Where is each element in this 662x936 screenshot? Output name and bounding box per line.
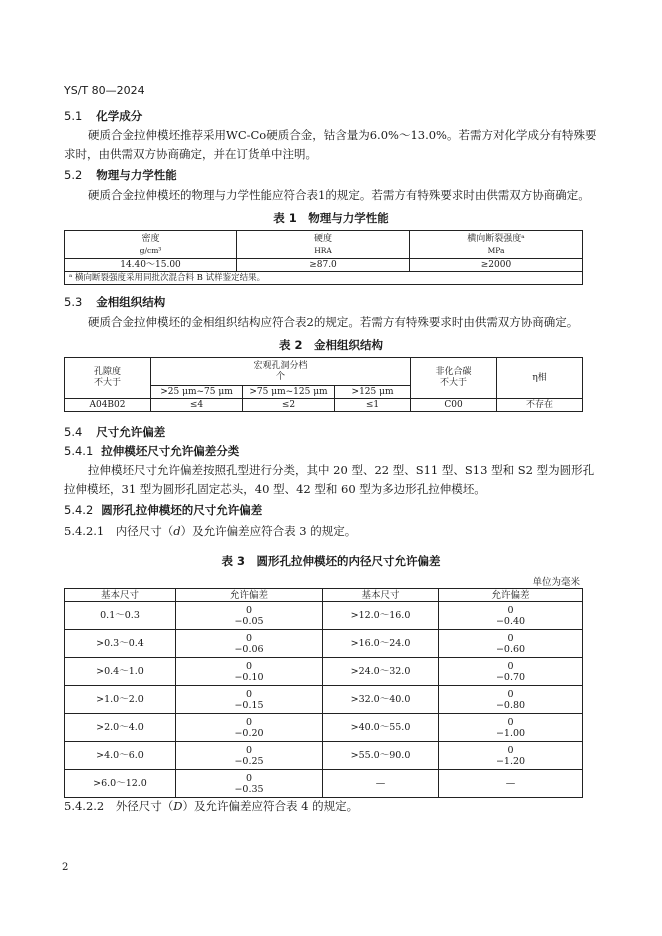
table-cell [176, 714, 323, 742]
table-cell: >1.0～2.0 [65, 686, 176, 714]
table-header-cell: 允许偏差 [439, 589, 583, 602]
table-1 [64, 230, 583, 285]
table-cell [176, 602, 323, 630]
upper-deviation: 0 [507, 632, 514, 644]
table-header-cell [237, 231, 410, 259]
table-cell [176, 742, 323, 770]
section-5-4-2-2-text [64, 797, 358, 816]
unit-note: 单位为毫米 [532, 577, 580, 588]
table-cell: >0.4～1.0 [65, 658, 176, 686]
table-cell: >12.0～16.0 [323, 602, 439, 630]
table-row [65, 602, 583, 630]
table-cell [439, 714, 583, 742]
lower-deviation: −0.06 [234, 643, 264, 655]
section-title: 物理与力学性能 [96, 168, 177, 182]
table-3 [64, 588, 583, 798]
header-unit: MPa [487, 245, 505, 255]
symbol: D [173, 799, 183, 813]
section-5-4-2-heading [64, 502, 262, 518]
table-1-caption: 表 1 物理与力学性能 [273, 211, 389, 225]
lower-deviation: −0.40 [495, 615, 526, 627]
table-3-header-row [65, 589, 583, 602]
table-header-cell: η相 [497, 358, 583, 399]
section-5-4-heading [64, 424, 165, 440]
header-name: 硬度 [313, 233, 332, 244]
symbol: d [173, 524, 181, 538]
section-5-3-text: 硬质合金拉伸模坯的金相组织结构应符合表2的规定。若需方有特殊要求时由供需双方协商确定。 [88, 315, 579, 329]
section-number: 5.1 [64, 109, 83, 123]
upper-deviation: 0 [507, 716, 514, 728]
clause-text: 内径尺寸（ [115, 524, 174, 538]
section-5-4-1-heading [64, 443, 239, 459]
table-header-cell [151, 358, 411, 386]
table-cell: — [323, 770, 439, 798]
clause-text: ）及允许偏差应符合表 3 的规定。 [180, 524, 357, 538]
table-header-cell: 基本尺寸 [323, 589, 439, 602]
lower-deviation: −0.70 [495, 671, 526, 683]
table-row [65, 714, 583, 742]
table-row [65, 630, 583, 658]
table-header-cell: 基本尺寸 [65, 589, 176, 602]
table-header-cell: >25 μm~75 μm [151, 386, 243, 399]
standard-number: YS/T 80—2024 [64, 84, 145, 97]
header-line: 非化合碳 [435, 367, 472, 377]
table-1-header-row [65, 231, 583, 259]
upper-deviation: 0 [507, 660, 514, 672]
upper-deviation: 0 [245, 772, 253, 784]
header-name: 密度 [141, 233, 160, 244]
table-cell: — [439, 770, 583, 798]
table-cell: >24.0～32.0 [323, 658, 439, 686]
table-footnote: ᵃ 横向断裂强度采用同批次混合料 B 试样鉴定结果。 [65, 272, 583, 285]
section-5-4-1-text: 拉伸模坯尺寸允许偏差按照孔型进行分类，其中 20 型、22 型、S11 型、S13 型和 S2 型为圆形孔拉伸模坯，31 型为圆形孔固定芯头，40 型、42 型和 60 型为多边形孔拉伸模坯。 [64, 463, 595, 496]
table-cell [439, 602, 583, 630]
table-cell [176, 686, 323, 714]
table-row [65, 658, 583, 686]
header-line: 个 [276, 371, 286, 382]
header-line: 孔隙度 [93, 367, 121, 377]
table-cell [439, 658, 583, 686]
upper-deviation: 0 [507, 744, 514, 756]
lower-deviation: −1.00 [495, 727, 526, 739]
table-cell: ≥87.0 [237, 259, 410, 272]
section-5-1-heading [64, 108, 142, 124]
table-3-caption: 表 3 圆形孔拉伸模坯的内径尺寸允许偏差 [221, 554, 441, 568]
table-2-caption: 表 2 金相组织结构 [278, 338, 383, 352]
table-cell: >40.0～55.0 [323, 714, 439, 742]
table-row [65, 399, 583, 412]
section-5-2-text: 硬质合金拉伸模坯的物理与力学性能应符合表1的规定。若需方有特殊要求时由供需双方协商确定。 [88, 188, 590, 202]
section-title: 尺寸允许偏差 [96, 425, 166, 439]
table-cell: C00 [411, 399, 497, 412]
section-5-3-heading [64, 294, 165, 310]
table-2-header-row [65, 358, 583, 386]
table-cell [439, 630, 583, 658]
page-number: 2 [62, 862, 69, 873]
table-cell: 0.1～0.3 [65, 602, 176, 630]
table-header-cell: >125 μm [335, 386, 411, 399]
header-line: 不大于 [440, 378, 468, 388]
lower-deviation: −0.35 [234, 783, 264, 795]
lower-deviation: −0.60 [495, 643, 526, 655]
table-cell: >2.0～4.0 [65, 714, 176, 742]
header-unit: g/cm³ [139, 245, 162, 255]
clause-text: 外径尺寸（ [115, 799, 174, 813]
section-number: 5.4.1 [64, 444, 94, 458]
upper-deviation: 0 [245, 688, 253, 700]
table-row [65, 742, 583, 770]
section-5-4-2-1-text [64, 522, 356, 541]
table-header-cell [65, 358, 151, 399]
header-unit: HRA [314, 245, 332, 255]
upper-deviation: 0 [245, 632, 253, 644]
lower-deviation: −1.20 [495, 755, 526, 767]
clause-number: 5.4.2.1 [64, 524, 105, 538]
upper-deviation: 0 [245, 660, 253, 672]
table-header-cell [410, 231, 583, 259]
section-title: 化学成分 [96, 109, 143, 123]
table-cell: >16.0～24.0 [323, 630, 439, 658]
table-cell: 14.40～15.00 [65, 259, 237, 272]
table-cell [439, 742, 583, 770]
header-line: 宏观孔洞分档 [253, 360, 308, 371]
table-header-cell: 允许偏差 [176, 589, 323, 602]
table-cell: >0.3～0.4 [65, 630, 176, 658]
upper-deviation: 0 [507, 688, 514, 700]
section-5-2-heading [64, 167, 177, 183]
lower-deviation: −0.25 [234, 755, 264, 767]
table-cell: ≤4 [151, 399, 243, 412]
upper-deviation: 0 [245, 716, 253, 728]
section-title: 圆形孔拉伸模坯的尺寸允许偏差 [101, 503, 263, 517]
table-cell: A04B02 [65, 399, 151, 412]
lower-deviation: −0.05 [234, 615, 264, 627]
section-title: 拉伸模坯尺寸允许偏差分类 [101, 444, 240, 458]
table-cell: >6.0～12.0 [65, 770, 176, 798]
upper-deviation: 0 [245, 604, 253, 616]
table-row [65, 259, 583, 272]
table-cell [176, 770, 323, 798]
table-header-cell [65, 231, 237, 259]
table-cell: >32.0～40.0 [323, 686, 439, 714]
table-row [65, 686, 583, 714]
table-row [65, 770, 583, 798]
table-header-cell [411, 358, 497, 399]
header-name: 横向断裂强度ᵃ [467, 233, 525, 244]
table-cell: >55.0～90.0 [323, 742, 439, 770]
section-number: 5.4 [64, 425, 83, 439]
upper-deviation: 0 [507, 604, 514, 616]
clause-text: ）及允许偏差应符合表 4 的规定。 [182, 799, 359, 813]
table-cell [439, 686, 583, 714]
table-cell [176, 630, 323, 658]
table-cell: ≤1 [335, 399, 411, 412]
section-title: 金相组织结构 [96, 295, 166, 309]
table-cell [176, 658, 323, 686]
section-number: 5.2 [64, 168, 83, 182]
section-number: 5.3 [64, 295, 83, 309]
table-cell: ≤2 [243, 399, 335, 412]
table-cell: 不存在 [497, 399, 583, 412]
lower-deviation: −0.10 [234, 671, 264, 683]
lower-deviation: −0.15 [234, 699, 264, 711]
table-header-cell: >75 μm~125 μm [243, 386, 335, 399]
lower-deviation: −0.80 [495, 699, 526, 711]
table-1-note-row [65, 272, 583, 285]
section-number: 5.4.2 [64, 503, 94, 517]
table-2 [64, 357, 583, 412]
table-cell: ≥2000 [410, 259, 583, 272]
header-line: 不大于 [93, 378, 121, 388]
section-5-1-text: 硬质合金拉伸模坯推荐采用WC-Co硬质合金，钴含量为6.0%～13.0%。若需方对化学成分有特殊要求时，由供需双方协商确定，并在订货单中注明。 [64, 128, 597, 161]
table-cell: >4.0～6.0 [65, 742, 176, 770]
upper-deviation: 0 [245, 744, 253, 756]
lower-deviation: −0.20 [234, 727, 264, 739]
clause-number: 5.4.2.2 [64, 799, 105, 813]
